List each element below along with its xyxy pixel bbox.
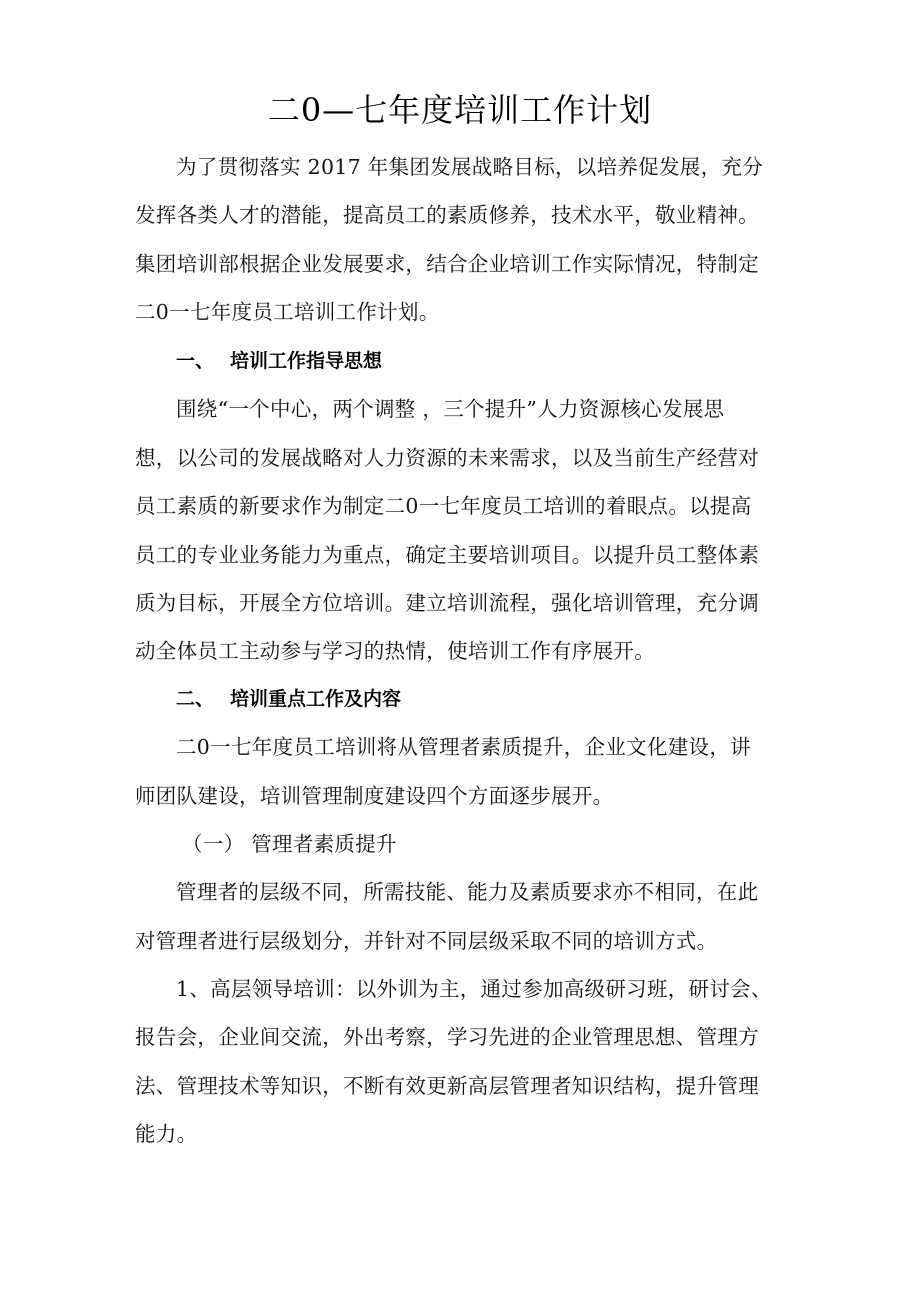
section-2-line-2: 师团队建设，培训管理制度建设四个方面逐步展开。 bbox=[135, 784, 614, 808]
section-1-line-1: 围绕“一个中心，两个调整 ，三个提升”人力资源核心发展思 bbox=[176, 397, 725, 421]
section-1-heading bbox=[176, 346, 382, 376]
intro-line-2: 发挥各类人才的潜能，提高员工的素质修养，技术水平，敬业精神。 bbox=[135, 203, 759, 227]
section-1-number: 一、 bbox=[176, 350, 215, 372]
section-1-line-5: 质为目标，开展全方位培训。建立培训流程，强化培训管理，充分调 bbox=[135, 591, 759, 615]
intro-line-4: 二0一七年度员工培训工作计划。 bbox=[135, 300, 440, 324]
item-1-line-2: 报告会，企业间交流，外出考察，学习先进的企业管理思想、管理方 bbox=[135, 1025, 759, 1049]
intro-line-1: 为了贯彻落实 2017 年集团发展战略目标，以培养促发展，充分 bbox=[176, 155, 764, 179]
document-title: 二0—七年度培训工作计划 bbox=[267, 91, 653, 129]
subsection-1-line-2: 对管理者进行层级划分，并针对不同层级采取不同的培训方式。 bbox=[135, 929, 718, 953]
section-1-line-2: 想，以公司的发展战略对人力资源的未来需求，以及当前生产经营对 bbox=[135, 446, 759, 470]
item-1-line-4: 能力。 bbox=[135, 1122, 198, 1146]
intro-line-3: 集团培训部根据企业发展要求，结合企业培训工作实际情况，特制定 bbox=[135, 252, 759, 276]
section-1-line-4: 员工的专业业务能力为重点，确定主要培训项目。以提升员工整体素 bbox=[135, 543, 759, 567]
section-1-line-6: 动全体员工主动参与学习的热情，使培训工作有序展开。 bbox=[135, 639, 655, 663]
section-2-heading bbox=[176, 684, 401, 714]
section-2-line-1: 二0一七年度员工培训将从管理者素质提升，企业文化建设，讲 bbox=[176, 735, 751, 759]
item-1-line-1: 1、高层领导培训：以外训为主，通过参加高级研习班，研讨会、 bbox=[176, 977, 772, 1001]
section-2-title: 培训重点工作及内容 bbox=[230, 688, 402, 710]
subsection-1-line-1: 管理者的层级不同，所需技能、能力及素质要求亦不相同，在此 bbox=[176, 880, 759, 904]
subsection-1-label: （一） 管理者素质提升 bbox=[182, 832, 397, 856]
section-1-title: 培训工作指导思想 bbox=[230, 350, 383, 372]
section-1-line-3: 员工素质的新要求作为制定二0一七年度员工培训的着眼点。以提高 bbox=[135, 494, 752, 518]
section-2-number: 二、 bbox=[176, 688, 215, 710]
item-1-line-3: 法、管理技术等知识，不断有效更新高层管理者知识结构，提升管理 bbox=[135, 1074, 759, 1098]
